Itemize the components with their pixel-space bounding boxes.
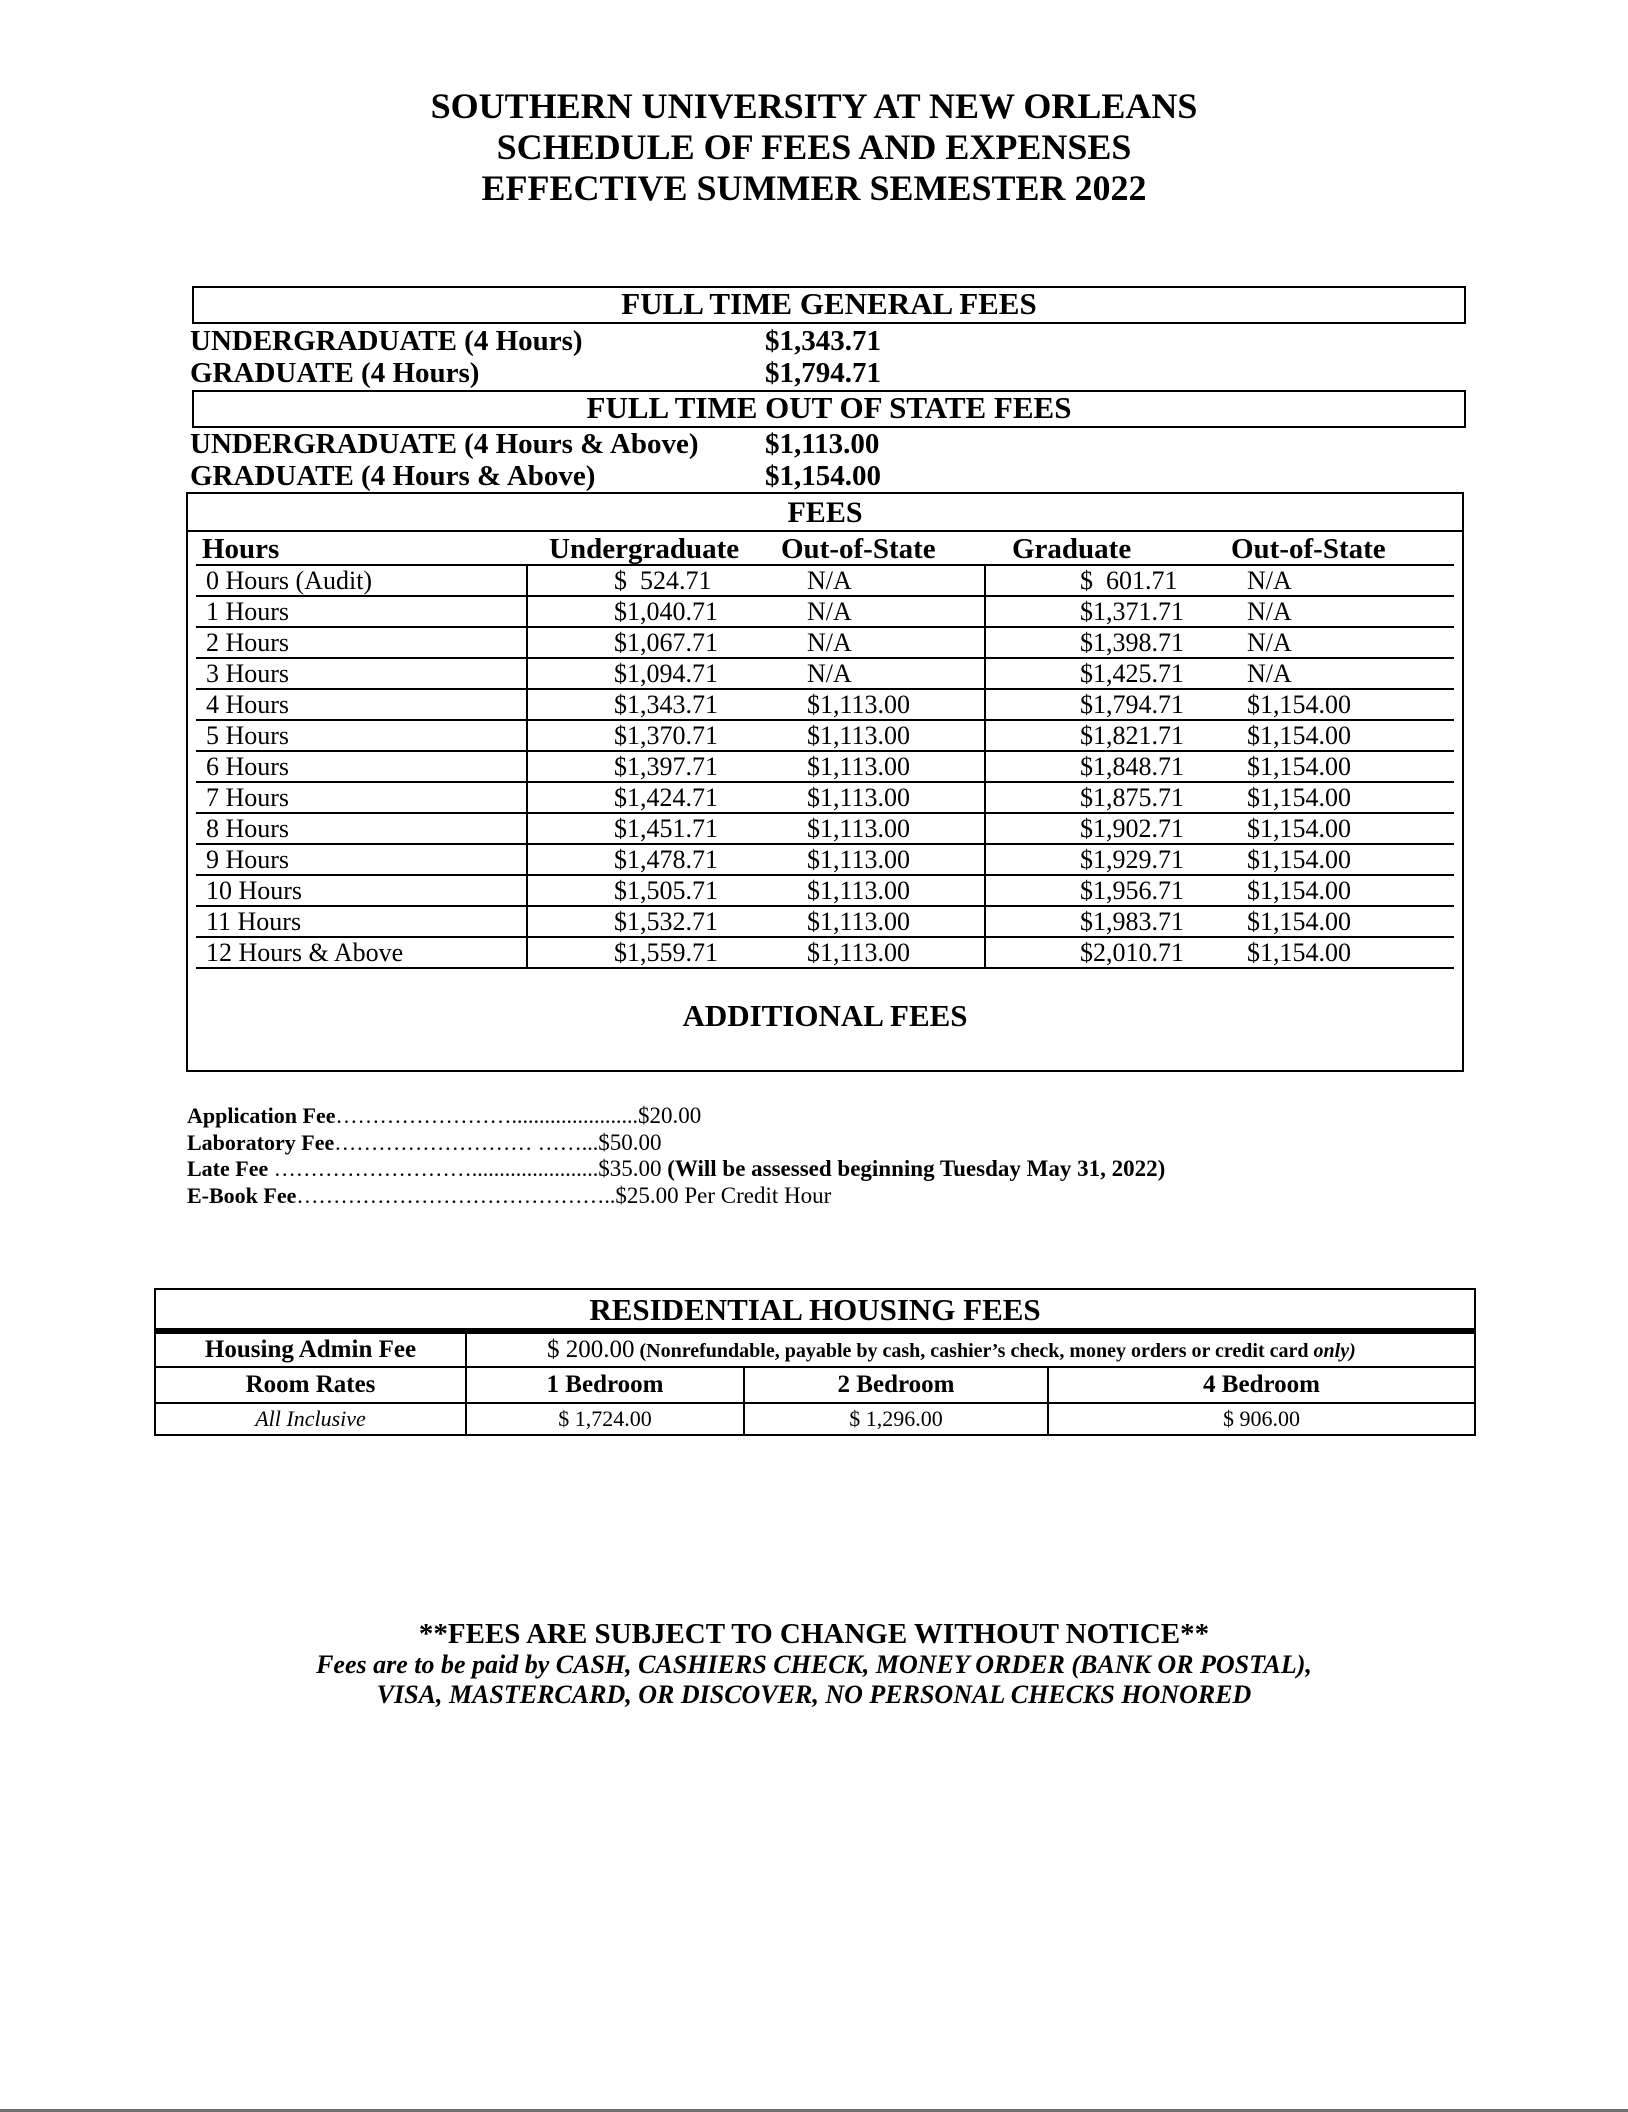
row-grad-oos-fee: N/A bbox=[1225, 565, 1454, 596]
additional-fee-note: (Will be assessed beginning Tuesday May 31, 2022) bbox=[661, 1156, 1166, 1181]
row-grad-oos-fee: $1,154.00 bbox=[1225, 906, 1454, 937]
fees-header-row bbox=[196, 531, 1454, 565]
oos-undergrad-label: UNDERGRADUATE (4 Hours & Above) bbox=[190, 428, 699, 460]
housing-fees-box bbox=[154, 1288, 1476, 1436]
row-grad-oos-fee: $1,154.00 bbox=[1225, 875, 1454, 906]
title-line-2: SCHEDULE OF FEES AND EXPENSES bbox=[496, 127, 1132, 167]
oos-grad-label: GRADUATE (4 Hours & Above) bbox=[190, 460, 596, 492]
fees-table-row bbox=[196, 658, 1454, 689]
row-grad-fee: $2,010.71 bbox=[985, 937, 1225, 968]
fees-table bbox=[196, 531, 1454, 969]
row-undergrad-oos-fee: N/A bbox=[773, 565, 985, 596]
col-graduate: Graduate bbox=[1012, 533, 1132, 565]
row-undergrad-fee: $1,067.71 bbox=[527, 627, 773, 658]
row-undergrad-fee: $1,094.71 bbox=[527, 658, 773, 689]
row-hours: 5 Hours bbox=[196, 720, 527, 751]
row-undergrad-fee: $1,343.71 bbox=[527, 689, 773, 720]
row-hours: 7 Hours bbox=[196, 782, 527, 813]
row-undergrad-oos-fee: $1,113.00 bbox=[773, 813, 985, 844]
dot-leader: ……………………… ……... bbox=[334, 1129, 599, 1155]
col-grad-out-of-state: Out-of-State bbox=[1231, 533, 1386, 565]
row-undergrad-fee: $1,478.71 bbox=[527, 844, 773, 875]
fees-body bbox=[196, 565, 1454, 968]
fees-table-row bbox=[196, 782, 1454, 813]
row-grad-fee: $1,929.71 bbox=[985, 844, 1225, 875]
oos-grad-value: $1,154.00 bbox=[765, 460, 881, 492]
row-undergrad-fee: $1,559.71 bbox=[527, 937, 773, 968]
document-title bbox=[0, 86, 1628, 209]
additional-fee-amount: $50.00 bbox=[598, 1129, 662, 1155]
row-undergrad-oos-fee: $1,113.00 bbox=[773, 844, 985, 875]
room-rates-row bbox=[156, 1403, 1474, 1434]
row-hours: 4 Hours bbox=[196, 689, 527, 720]
rate-1-bedroom: $ 1,724.00 bbox=[466, 1403, 744, 1434]
row-hours: 0 Hours (Audit) bbox=[196, 565, 527, 596]
housing-admin-amount: $ 200.00 bbox=[547, 1336, 635, 1363]
dot-leader: …………………………………….. bbox=[296, 1182, 616, 1208]
fees-table-row bbox=[196, 720, 1454, 751]
housing-table bbox=[156, 1330, 1474, 1434]
row-hours: 1 Hours bbox=[196, 596, 527, 627]
row-undergrad-oos-fee: $1,113.00 bbox=[773, 720, 985, 751]
row-undergrad-fee: $ 524.71 bbox=[527, 565, 773, 596]
row-undergrad-oos-fee: $1,113.00 bbox=[773, 875, 985, 906]
general-fees-heading: FULL TIME GENERAL FEES bbox=[192, 286, 1466, 324]
additional-fee-amount: $20.00 bbox=[638, 1103, 702, 1128]
housing-admin-label: Housing Admin Fee bbox=[156, 1332, 466, 1367]
row-hours: 3 Hours bbox=[196, 658, 527, 689]
row-hours: 6 Hours bbox=[196, 751, 527, 782]
general-grad-label: GRADUATE (4 Hours) bbox=[190, 357, 480, 389]
fees-table-row bbox=[196, 627, 1454, 658]
additional-fee-label: Late Fee bbox=[187, 1156, 269, 1181]
room-type-1: 1 Bedroom bbox=[466, 1367, 744, 1403]
general-undergrad-label: UNDERGRADUATE (4 Hours) bbox=[190, 325, 583, 357]
row-hours: 10 Hours bbox=[196, 875, 527, 906]
fees-table-box bbox=[186, 492, 1464, 1072]
additional-fee-label: Laboratory Fee bbox=[187, 1129, 335, 1155]
dot-leader: ……………………....................... bbox=[335, 1103, 638, 1128]
row-undergrad-fee: $1,532.71 bbox=[527, 906, 773, 937]
additional-fee-amount: $25.00 Per Credit Hour bbox=[615, 1182, 832, 1208]
row-undergrad-fee: $1,040.71 bbox=[527, 596, 773, 627]
row-grad-fee: $1,794.71 bbox=[985, 689, 1225, 720]
col-hours: Hours bbox=[202, 533, 280, 565]
title-line-3: EFFECTIVE SUMMER SEMESTER 2022 bbox=[481, 168, 1147, 208]
row-hours: 8 Hours bbox=[196, 813, 527, 844]
row-grad-fee: $1,902.71 bbox=[985, 813, 1225, 844]
all-inclusive-label: All Inclusive bbox=[156, 1403, 466, 1434]
row-undergrad-oos-fee: $1,113.00 bbox=[773, 751, 985, 782]
additional-fee-item bbox=[187, 1103, 1165, 1130]
row-grad-fee: $1,956.71 bbox=[985, 875, 1225, 906]
payment-line-1: Fees are to be paid by CASH, CASHIERS CHECK, MONEY ORDER (BANK OR POSTAL), bbox=[316, 1650, 1312, 1679]
row-grad-oos-fee: N/A bbox=[1225, 658, 1454, 689]
fees-heading: FEES bbox=[787, 496, 863, 529]
row-hours: 11 Hours bbox=[196, 906, 527, 937]
fees-table-row bbox=[196, 844, 1454, 875]
row-grad-oos-fee: N/A bbox=[1225, 596, 1454, 627]
fees-table-row bbox=[196, 689, 1454, 720]
row-grad-oos-fee: $1,154.00 bbox=[1225, 689, 1454, 720]
fees-table-row bbox=[196, 906, 1454, 937]
dot-leader: ………………………....................... bbox=[268, 1156, 599, 1181]
room-type-2: 2 Bedroom bbox=[744, 1367, 1048, 1403]
fees-table-row bbox=[196, 937, 1454, 968]
row-undergrad-fee: $1,451.71 bbox=[527, 813, 773, 844]
row-grad-fee: $1,983.71 bbox=[985, 906, 1225, 937]
row-grad-oos-fee: N/A bbox=[1225, 627, 1454, 658]
col-undergraduate: Undergraduate bbox=[549, 533, 740, 565]
row-undergrad-oos-fee: $1,113.00 bbox=[773, 689, 985, 720]
row-grad-oos-fee: $1,154.00 bbox=[1225, 720, 1454, 751]
row-grad-fee: $1,821.71 bbox=[985, 720, 1225, 751]
out-of-state-heading: FULL TIME OUT OF STATE FEES bbox=[192, 390, 1466, 428]
row-grad-oos-fee: $1,154.00 bbox=[1225, 844, 1454, 875]
housing-admin-value bbox=[466, 1332, 1474, 1367]
additional-fee-item bbox=[187, 1130, 1165, 1157]
row-grad-fee: $1,371.71 bbox=[985, 596, 1225, 627]
row-undergrad-oos-fee: N/A bbox=[773, 596, 985, 627]
row-hours: 9 Hours bbox=[196, 844, 527, 875]
housing-heading: RESIDENTIAL HOUSING FEES bbox=[156, 1290, 1474, 1330]
rate-4-bedroom: $ 906.00 bbox=[1048, 1403, 1474, 1434]
row-undergrad-oos-fee: $1,113.00 bbox=[773, 937, 985, 968]
row-grad-fee: $1,425.71 bbox=[985, 658, 1225, 689]
additional-fee-item bbox=[187, 1183, 1165, 1210]
payment-line-2: VISA, MASTERCARD, OR DISCOVER, NO PERSONAL CHECKS HONORED bbox=[376, 1680, 1252, 1709]
row-grad-fee: $ 601.71 bbox=[985, 565, 1225, 596]
additional-fee-label: E-Book Fee bbox=[187, 1182, 297, 1208]
row-undergrad-oos-fee: $1,113.00 bbox=[773, 782, 985, 813]
row-grad-fee: $1,848.71 bbox=[985, 751, 1225, 782]
row-undergrad-oos-fee: $1,113.00 bbox=[773, 906, 985, 937]
row-undergrad-fee: $1,424.71 bbox=[527, 782, 773, 813]
additional-fee-amount: $35.00 bbox=[598, 1156, 662, 1181]
row-hours: 12 Hours & Above bbox=[196, 937, 527, 968]
additional-fees-heading: ADDITIONAL FEES bbox=[682, 998, 968, 1033]
general-grad-value: $1,794.71 bbox=[765, 357, 881, 389]
rate-2-bedroom: $ 1,296.00 bbox=[744, 1403, 1048, 1434]
row-hours: 2 Hours bbox=[196, 627, 527, 658]
room-type-4: 4 Bedroom bbox=[1048, 1367, 1474, 1403]
housing-admin-note: (Nonrefundable, payable by cash, cashier’s check, money orders or credit card bbox=[634, 1340, 1314, 1362]
row-grad-fee: $1,875.71 bbox=[985, 782, 1225, 813]
footer-notice bbox=[0, 1618, 1628, 1710]
fees-table-row bbox=[196, 751, 1454, 782]
fees-table-row bbox=[196, 565, 1454, 596]
title-line-1: SOUTHERN UNIVERSITY AT NEW ORLEANS bbox=[430, 86, 1198, 126]
row-undergrad-fee: $1,370.71 bbox=[527, 720, 773, 751]
general-undergrad-value: $1,343.71 bbox=[765, 325, 881, 357]
row-grad-oos-fee: $1,154.00 bbox=[1225, 813, 1454, 844]
room-rates-label: Room Rates bbox=[156, 1367, 466, 1403]
row-grad-fee: $1,398.71 bbox=[985, 627, 1225, 658]
row-undergrad-fee: $1,505.71 bbox=[527, 875, 773, 906]
change-notice: **FEES ARE SUBJECT TO CHANGE WITHOUT NOTICE** bbox=[418, 1618, 1210, 1650]
oos-undergrad-value: $1,113.00 bbox=[765, 428, 880, 460]
room-types-row bbox=[156, 1367, 1474, 1403]
fees-table-row bbox=[196, 875, 1454, 906]
row-undergrad-fee: $1,397.71 bbox=[527, 751, 773, 782]
additional-fee-item bbox=[187, 1156, 1165, 1183]
row-undergrad-oos-fee: N/A bbox=[773, 658, 985, 689]
row-grad-oos-fee: $1,154.00 bbox=[1225, 782, 1454, 813]
fees-table-row bbox=[196, 813, 1454, 844]
additional-fee-label: Application Fee bbox=[187, 1103, 336, 1128]
row-grad-oos-fee: $1,154.00 bbox=[1225, 751, 1454, 782]
fees-table-row bbox=[196, 596, 1454, 627]
housing-admin-row bbox=[156, 1332, 1474, 1367]
row-undergrad-oos-fee: N/A bbox=[773, 627, 985, 658]
additional-fees-list bbox=[187, 1103, 1165, 1209]
col-undergrad-out-of-state: Out-of-State bbox=[781, 533, 936, 565]
row-grad-oos-fee: $1,154.00 bbox=[1225, 937, 1454, 968]
housing-admin-note-only: only) bbox=[1313, 1340, 1356, 1362]
